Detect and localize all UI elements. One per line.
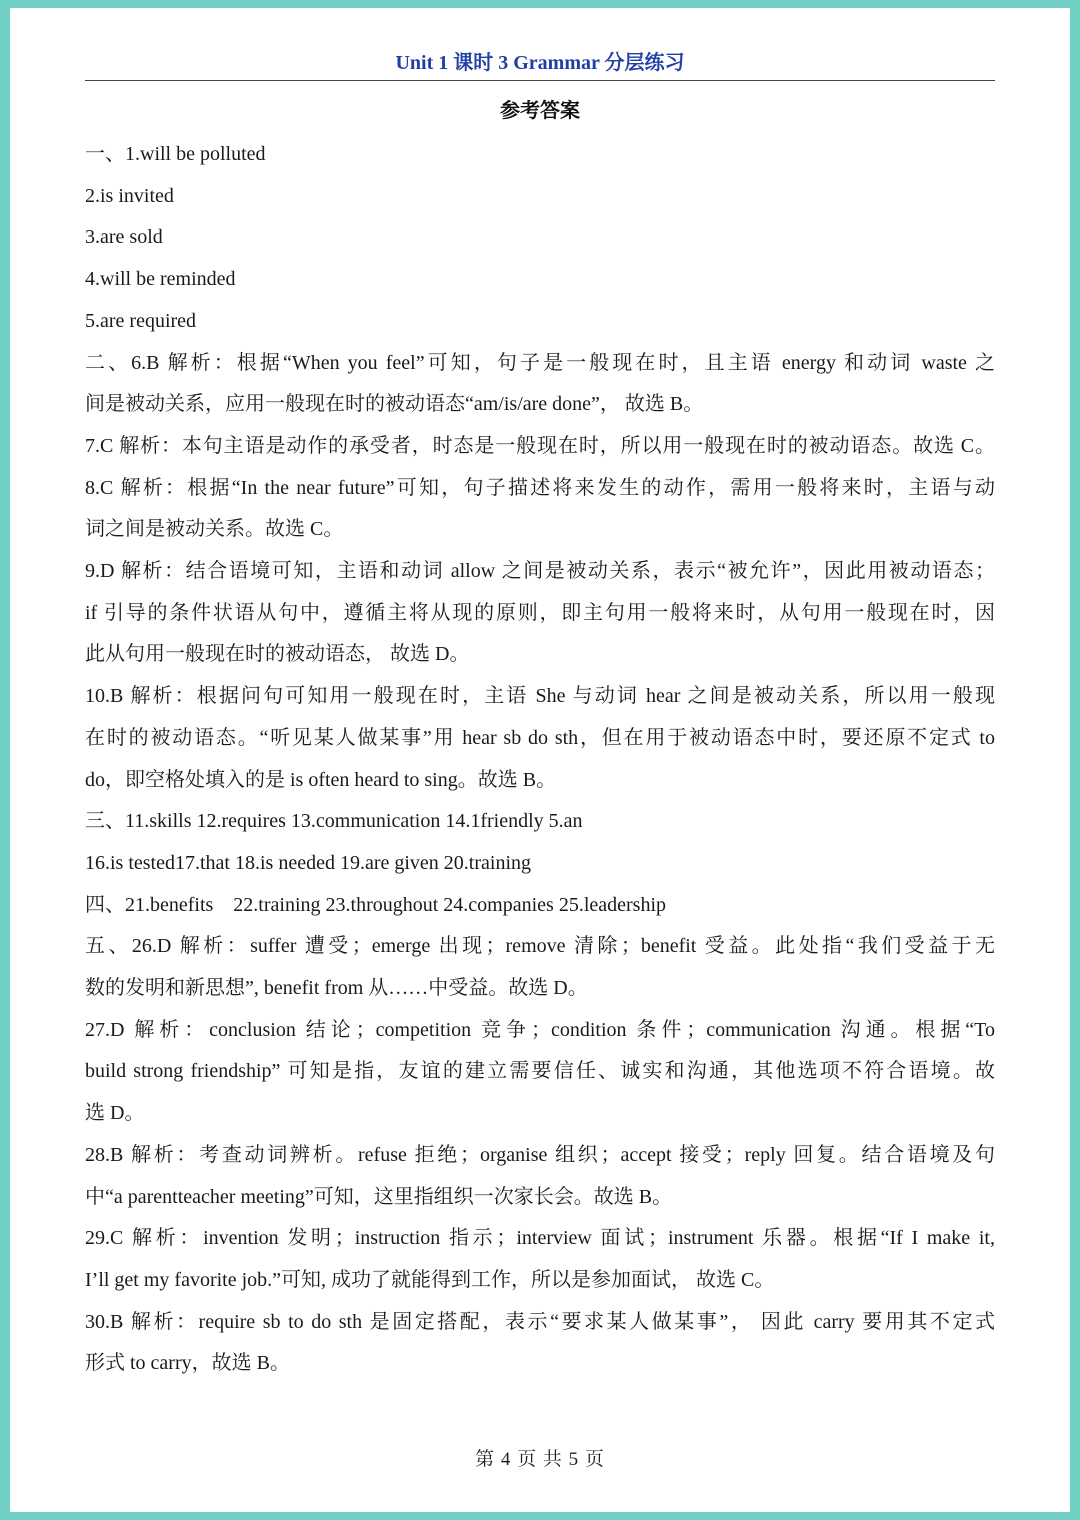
page-header: Unit 1 课时 3 Grammar 分层练习 xyxy=(395,52,685,74)
answer-line: 5.are required xyxy=(85,309,197,332)
answer-line: 二、6.B 解析：根据“When you feel”可知，句子是一般现在时，且主语 energy 和动词 waste 之 xyxy=(85,351,995,374)
answer-line: 9.D 解析：结合语境可知，主语和动词 allow 之间是被动关系，表示“被允许”，因此用被动语态； xyxy=(85,560,995,583)
answer-line: 7.C 解析：本句主语是动作的承受者，时态是一般现在时，所以用一般现在时的被动语态。故选 C。 xyxy=(85,434,995,457)
answer-line: 8.C 解析：根据“In the near future”可知，句子描述将来发生的动作，需用一般将来时，主语与动 xyxy=(85,476,995,499)
answer-line: 3.are sold xyxy=(85,226,163,249)
document-page xyxy=(10,8,1070,1512)
answer-line: 27.D 解析：conclusion 结论；competition 竞争；condition 条件；communication 沟通。根据“To xyxy=(85,1018,995,1041)
answer-line: build strong friendship” 可知是指，友谊的建立需要信任、诚实和沟通，其他选项不符合语境。故 xyxy=(85,1060,995,1083)
answer-line: 一、1.will be polluted xyxy=(85,143,266,165)
answer-line: 2.is invited xyxy=(85,184,174,207)
answer-line: if 引导的条件状语从句中，遵循主将从现的原则，即主句用一般将来时，从句用一般现在时，因 xyxy=(85,601,995,624)
answer-line: 16.is tested17.that 18.is needed 19.are given 20.training xyxy=(85,851,532,874)
header-divider xyxy=(85,80,995,81)
answer-content xyxy=(85,134,995,1385)
answer-line: 此从句用一般现在时的被动语态， 故选 D。 xyxy=(85,643,470,666)
answer-line: 29.C 解析：invention 发明；instruction 指示；interview 面试；instrument 乐器。根据“If I make it, xyxy=(85,1227,995,1250)
answer-line: 10.B 解析：根据问句可知用一般现在时，主语 She 与动词 hear 之间是被动关系，所以用一般现 xyxy=(85,685,995,708)
answer-line: 五、26.D 解析：suffer 遭受；emerge 出现；remove 清除；benefit 受益。此处指“我们受益于无 xyxy=(85,935,995,958)
answer-line: 间是被动关系，应用一般现在时的被动语态“am/is/are done”， 故选 B。 xyxy=(85,393,704,416)
answer-title: 参考答案 xyxy=(500,100,580,122)
answer-line: 词之间是被动关系。故选 C。 xyxy=(85,518,344,541)
answer-line: 三、11.skills 12.requires 13.communication 14.1friendly 5.an xyxy=(85,810,583,833)
answer-line: 四、21.benefits 22.training 23.throughout 24.companies 25.leadership xyxy=(85,893,667,916)
answer-line: 在时的被动语态。“听见某人做某事”用 hear sb do sth，但在用于被动语态中时，要还原不定式 to xyxy=(85,726,995,749)
answer-line: 28.B 解析：考查动词辨析。refuse 拒绝；organise 组织；accept 接受；reply 回复。结合语境及句 xyxy=(85,1143,995,1166)
answer-line: 数的发明和新思想”, benefit from 从……中受益。故选 D。 xyxy=(85,977,588,1000)
answer-line: 形式 to carry，故选 B。 xyxy=(85,1352,290,1375)
answer-line: 30.B 解析：require sb to do sth 是固定搭配，表示“要求某人做某事”， 因此 carry 要用其不定式 xyxy=(85,1310,995,1333)
answer-line: I’ll get my favorite job.”可知, 成功了就能得到工作，所以是参加面试， 故选 C。 xyxy=(85,1268,775,1291)
answer-line: 4.will be reminded xyxy=(85,268,236,291)
answer-line: 中“a parentteacher meeting”可知，这里指组织一次家长会。故选 B。 xyxy=(85,1185,673,1208)
page-footer: 第 4 页 共 5 页 xyxy=(475,1449,605,1470)
answer-line: do，即空格处填入的是 is often heard to sing。故选 B。 xyxy=(85,768,557,791)
answer-line: 选 D。 xyxy=(85,1102,145,1125)
